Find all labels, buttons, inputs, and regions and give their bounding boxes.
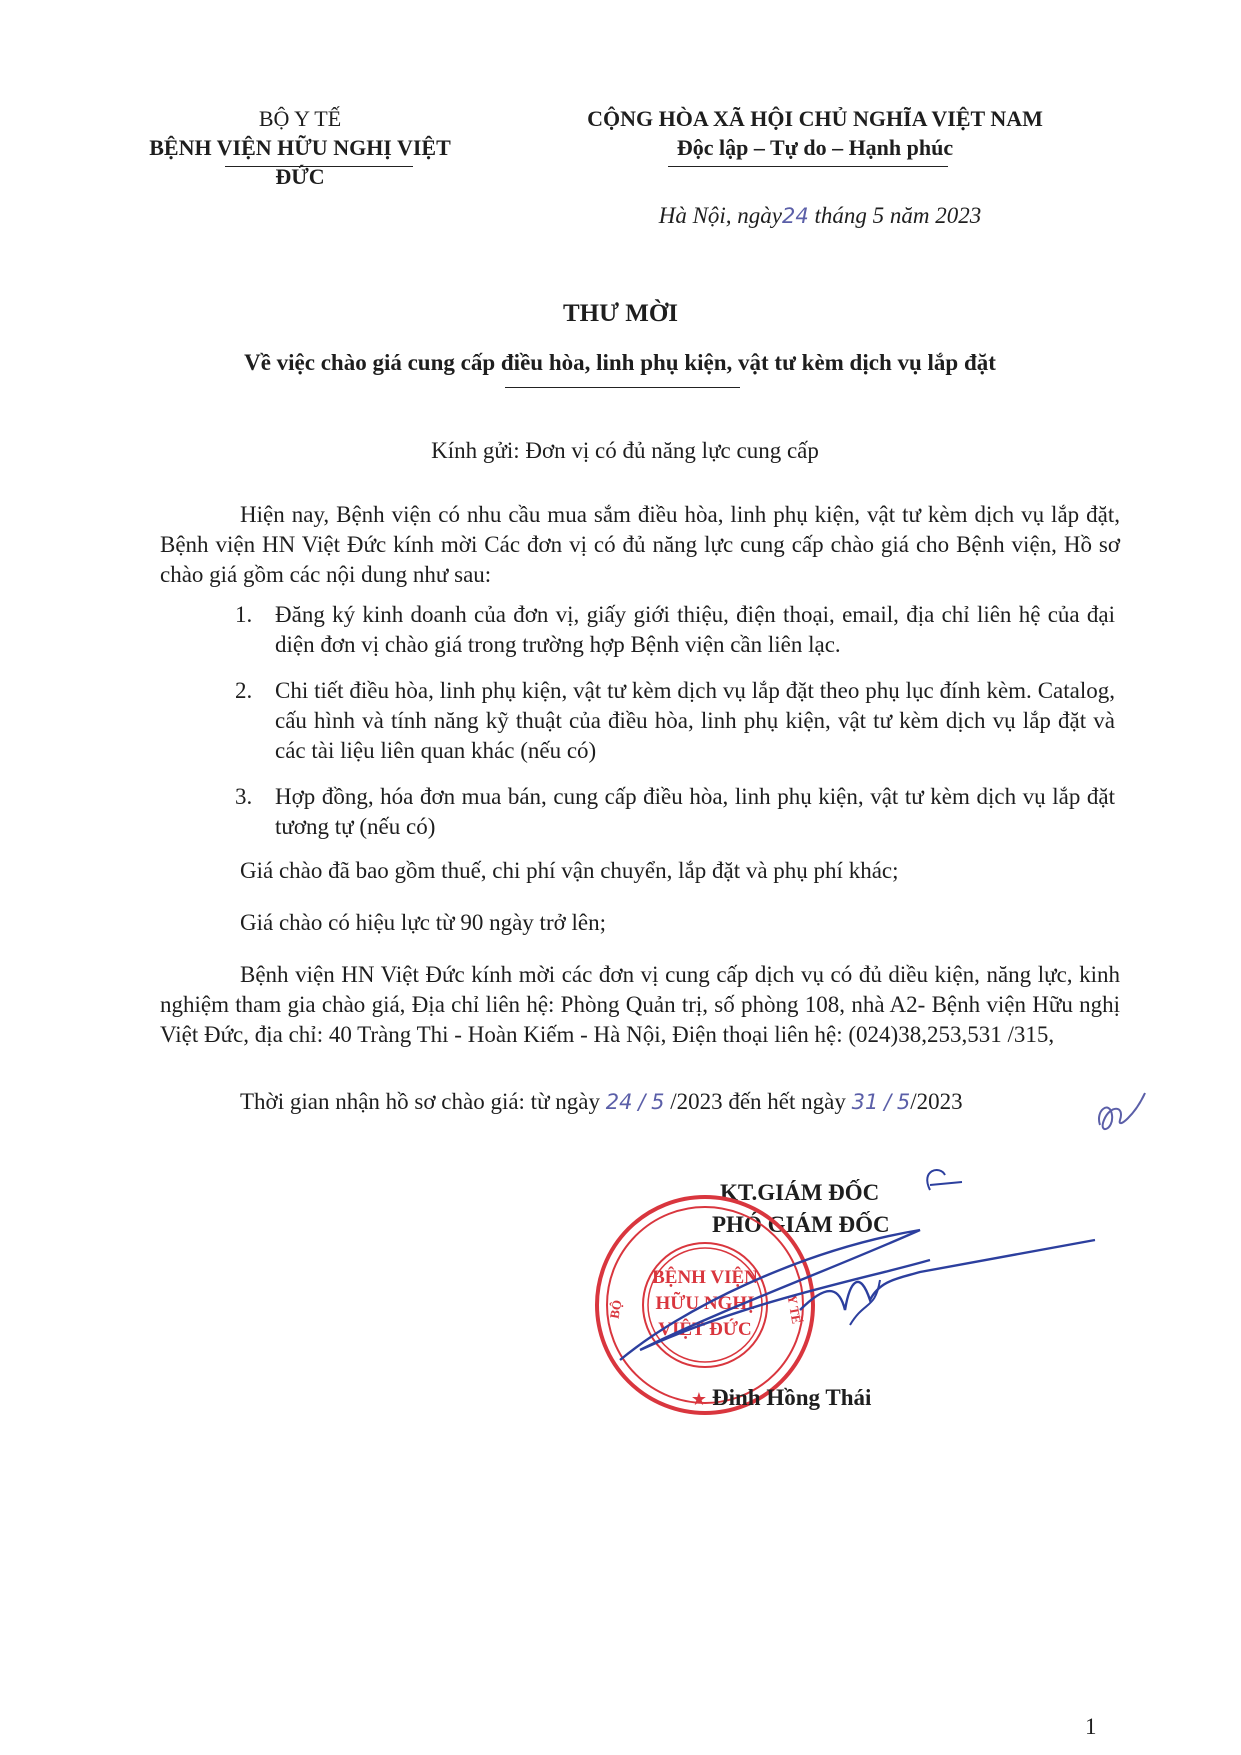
list-item-text: Chi tiết điều hòa, linh phụ kiện, vật tư kèm dịch vụ lắp đặt theo phụ lục đính kèm. Catalog, cấu hình và tính năng kỹ thuật của điều hòa, linh phụ kiện, vật tư kèm dịch vụ lắp đặt và các tài liệu liên quan khác (nếu có) <box>275 678 1115 763</box>
seal-side-left: BỘ <box>606 1298 625 1320</box>
invitation-paragraph: Bệnh viện HN Việt Đức kính mời các đơn vị cung cấp dịch vụ có đủ diều kiện, năng lực, kinh nghiệm tham gia chào giá, Địa chỉ liên hệ: Phòng Quản trị, số phòng 108, nhà A2- Bệnh viện Hữu nghị Việt Đức, địa chỉ: 40 Tràng Thi - Hoàn Kiếm - Hà Nội, Điện thoại liên hệ: (024)38,253,531 /315, <box>160 962 1120 1047</box>
receipt-from-year: /2023 <box>670 1089 723 1114</box>
motto-underline <box>668 166 948 167</box>
receipt-from-day: 24 <box>605 1090 633 1114</box>
signature-on-behalf: KT.GIÁM ĐỐC <box>720 1180 880 1205</box>
intro-paragraph: Hiện nay, Bệnh viện có nhu cầu mua sắm điều hòa, linh phụ kiện, vật tư kèm dịch vụ lắp đặt, Bệnh viện HN Việt Đức kính mời Các đơn vị có đủ năng lực cung cấp chào giá cho Bệnh viện, Hồ sơ chào giá gồm các nội dung như sau: <box>160 502 1120 587</box>
seal-side-right: Y TẾ <box>784 1293 805 1325</box>
subtitle-underline <box>505 387 740 388</box>
list-item-text: Hợp đồng, hóa đơn mua bán, cung cấp điều hòa, linh phụ kiện, vật tư kèm dịch vụ lắp đặt tương tự (nếu có) <box>275 784 1115 839</box>
handwritten-signature <box>600 1160 1120 1400</box>
receipt-middle: đến hết ngày <box>728 1089 846 1114</box>
issuing-agency <box>130 104 470 191</box>
document-title: THƯ MỜI <box>562 300 679 327</box>
signer-name: Đinh Hồng Thái <box>712 1385 872 1410</box>
list-item-number: 1. <box>235 602 253 627</box>
dateline <box>560 203 1080 229</box>
receipt-prefix: Thời gian nhận hồ sơ chào giá: từ ngày <box>240 1089 600 1114</box>
country-name: CỘNG HÒA XÃ HỘI CHỦ NGHĨA VIỆT NAM <box>587 106 1043 131</box>
seal-line-3: VIỆT ĐỨC <box>658 1319 752 1340</box>
list-item <box>235 600 1115 660</box>
receipt-period: Thời gian nhận hồ sơ chào giá: từ ngày 24 / 5 /2023 đến hết ngày 31 / 5/2023 <box>240 1089 963 1114</box>
seal-line-1: BỆNH VIỆN <box>652 1267 758 1288</box>
ministry-name: BỘ Y TẾ <box>258 106 342 131</box>
dateline-day: 24 <box>782 204 809 228</box>
list-item <box>235 676 1115 766</box>
seal-line-2: HỮU NGHỊ <box>655 1293 755 1314</box>
list-item-number: 3. <box>235 784 253 809</box>
document-subtitle: Về việc chào giá cung cấp điều hòa, linh phụ kiện, vật tư kèm dịch vụ lắp đặt <box>244 350 996 375</box>
hospital-name: BỆNH VIỆN HỮU NGHỊ VIỆT ĐỨC <box>149 135 451 189</box>
validity-note: Giá chào có hiệu lực từ 90 ngày trở lên; <box>240 910 607 935</box>
dateline-suffix: tháng 5 năm 2023 <box>814 203 982 228</box>
receipt-from-month: 5 <box>651 1090 665 1114</box>
svg-text:★: ★ <box>690 1389 708 1410</box>
greeting: Kính gửi: Đơn vị có đủ năng lực cung cấp <box>431 438 819 463</box>
national-motto: Độc lập – Tự do – Hạnh phúc <box>676 135 954 160</box>
page-number: 1 <box>1085 1714 1097 1739</box>
initials-scribble <box>1090 1075 1150 1145</box>
dateline-prefix: Hà Nội, ngày <box>658 203 783 228</box>
price-note: Giá chào đã bao gồm thuế, chi phí vận chuyển, lắp đặt và phụ phí khác; <box>240 858 899 883</box>
agency-underline <box>225 166 413 167</box>
list-item-number: 2. <box>235 678 253 703</box>
receipt-to-day: 31 <box>851 1090 879 1114</box>
receipt-to-month: 5 <box>896 1090 911 1114</box>
list-item <box>235 782 1115 842</box>
signature-position: PHÓ GIÁM ĐỐC <box>712 1212 890 1237</box>
list-item-text: Đăng ký kinh doanh của đơn vị, giấy giới thiệu, điện thoại, email, địa chỉ liên hệ của đại diện đơn vị chào giá trong trường hợp Bệnh viện cần liên lạc. <box>275 602 1115 657</box>
receipt-to-year: /2023 <box>910 1089 963 1114</box>
national-header <box>575 104 1055 162</box>
